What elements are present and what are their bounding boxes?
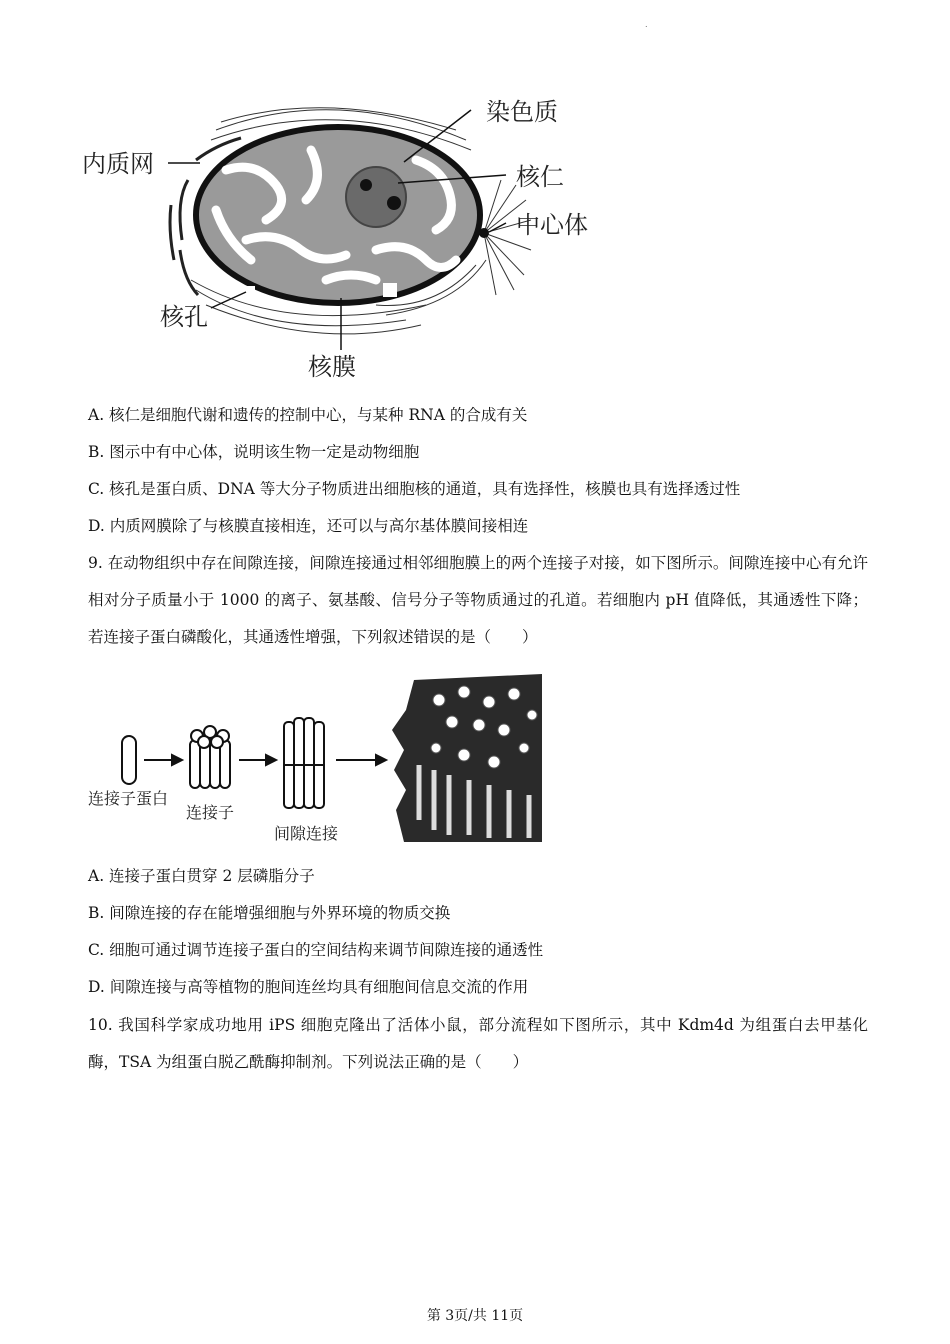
q9-stem: 9. 在动物组织中存在间隙连接，间隙连接通过相邻细胞膜上的两个连接子对接，如下图所示。间隙连接中心有允许相对分子质量小于 1000 的离子、氨基酸、信号分子等物质通过的孔道。若细胞内 pH 值降低，其通透性下降；若连接子蛋白磷酸化，其通透性增强，下列叙述错误的是（ ） [88, 554, 868, 646]
gap-junction-shape [284, 718, 324, 808]
q8-option-a: A. 核仁是细胞代谢和遗传的控制中心，与某种 RNA 的合成有关 [88, 406, 528, 424]
connexon-shape [190, 726, 230, 788]
header-dot: . [645, 20, 648, 29]
membrane-micrograph [392, 674, 542, 842]
nuclear-pore [383, 283, 397, 297]
q8-option-d: D. 内质网膜除了与核膜直接相连，还可以与高尔基体膜间接相连 [88, 517, 529, 535]
q9-option-b: B. 间隙连接的存在能增强细胞与外界环境的物质交换 [88, 904, 451, 922]
er-label: 内质网 [82, 150, 154, 178]
nucleolus-label: 核仁 [516, 163, 564, 191]
gap-junction-figure [84, 670, 554, 850]
envelope-label: 核膜 [308, 353, 356, 381]
q9-option-a: A. 连接子蛋白贯穿 2 层磷脂分子 [88, 867, 315, 885]
gap-junction-label: 间隙连接 [274, 824, 339, 843]
centrosome-label: 中心体 [516, 211, 588, 239]
arrow-1 [144, 755, 182, 765]
connexon-label: 连接子 [186, 803, 235, 822]
pore-label: 核孔 [160, 303, 208, 331]
page-footer: 第 3页/共 11页 [426, 1308, 524, 1324]
connexin-label: 连接子蛋白 [88, 789, 169, 808]
arrow-3 [336, 755, 386, 765]
q9-option-c: C. 细胞可通过调节连接子蛋白的空间结构来调节间隙连接的通透性 [88, 941, 544, 959]
q8-option-c: C. 核孔是蛋白质、DNA 等大分子物质进出细胞核的通道，具有选择性，核膜也具有选择透过性 [88, 480, 741, 498]
connexin-protein-shape [122, 736, 136, 784]
q9-option-d: D. 间隙连接与高等植物的胞间连丝均具有细胞间信息交流的作用 [88, 978, 529, 996]
chromatin-label: 染色质 [486, 98, 558, 126]
arrow-2 [239, 755, 276, 765]
centrosome-dot [479, 228, 489, 238]
q10-stem: 10. 我国科学家成功地用 iPS 细胞克隆出了活体小鼠，部分流程如下图所示，其中 Kdm4d 为组蛋白去甲基化酶，TSA 为组蛋白脱乙酰酶抑制剂。下列说法正确的是（ ） [88, 1016, 868, 1071]
q8-option-b: B. 图示中有中心体，说明该生物一定是动物细胞 [88, 443, 420, 461]
nucleus-figure [76, 90, 616, 390]
